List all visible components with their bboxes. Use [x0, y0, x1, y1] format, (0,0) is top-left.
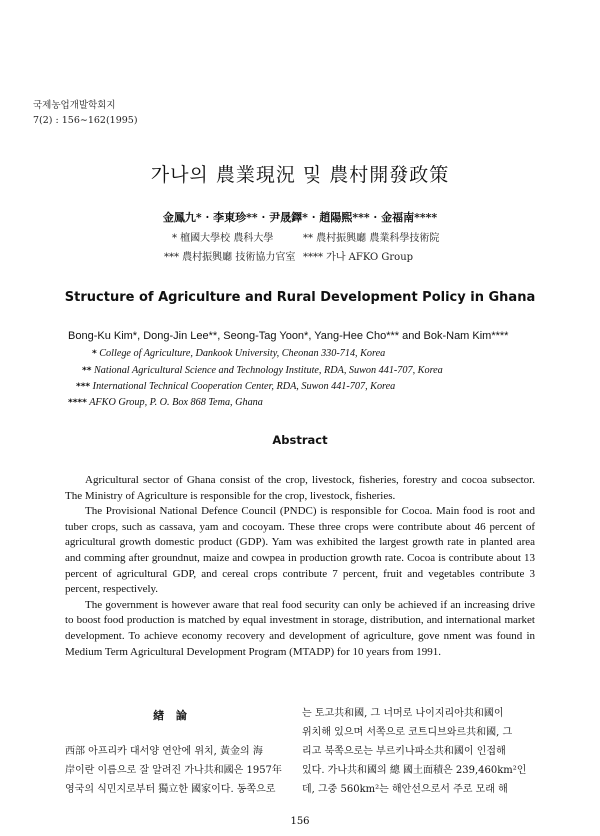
journal-info: [33, 98, 138, 128]
journal-name: 국제농업개발학회지: [33, 100, 116, 111]
affiliation-text: College of Agriculture, Dankook University, Cheonan 330-714, Korea: [99, 348, 386, 359]
journal-volume: 7(2) : 156∼162(1995): [33, 115, 138, 126]
introduction-heading: 緖 論: [153, 709, 191, 722]
english-affiliation-4: [68, 397, 263, 408]
english-affiliation-3: [76, 381, 395, 392]
intro-right-column: [302, 704, 526, 799]
english-title: Structure of Agriculture and Rural Development Policy in Ghana: [64, 290, 536, 305]
abstract-paragraph-3: The government is however aware that real food security can only be achieved if an increasing drive to boost food production is matched by equal investment in storage, distribution, and international market development. To achieve economy recovery and development of agriculture, gove nment was found in Medium Term Agricultural Development Program (MTADP) for 10 years from 1991.: [65, 598, 535, 658]
affiliation-text: AFKO Group, P. O. Box 868 Tema, Ghana: [89, 397, 263, 408]
abstract-body: [65, 473, 535, 660]
intro-line: 岸이란 이름으로 잘 알려진 가나共和國은 1957年: [65, 765, 282, 776]
english-authors: Bong-Ku Kim*, Dong-Jin Lee**, Seong-Tag Yoon*, Yang-Hee Cho*** and Bok-Nam Kim****: [68, 330, 509, 342]
english-affiliation-1: [92, 348, 385, 359]
affiliation-mark: ****: [68, 398, 87, 408]
intro-left-column: [65, 742, 282, 799]
korean-affiliation-1: * 檀國大學校 農科大學: [172, 233, 274, 244]
affiliation-text: International Technical Cooperation Center, RDA, Suwon 441-707, Korea: [92, 381, 396, 392]
intro-line: 리고 북쪽으로는 부르키나파소共和國이 인접해: [302, 746, 506, 757]
abstract-heading: Abstract: [272, 433, 328, 447]
intro-line: 위치해 있으며 서쪽으로 코트디브와르共和國, 그: [302, 727, 513, 738]
korean-authors: 金鳳九* · 李東珍** · 尹晟鐸* · 趙陽熙*** · 金福南****: [162, 211, 438, 224]
intro-line: 西部 아프리카 대서양 연안에 위치, 黃金의 海: [65, 746, 263, 757]
korean-affiliation-3: *** 農村振興廳 技術協力官室: [164, 252, 296, 263]
intro-line: 는 토고共和國, 그 너머로 나이지리아共和國이: [302, 708, 504, 719]
intro-line: 데, 그중 560km²는 해안선으로서 주로 모래 해: [302, 784, 508, 795]
english-affiliation-2: [82, 365, 443, 376]
korean-affiliation-2: ** 農村振興廳 農業科學技術院: [303, 233, 440, 244]
intro-line: 영국의 식민지로부터 獨立한 國家이다. 동쪽으로: [65, 784, 276, 795]
korean-title: 가나의 農業現況 및 農村開發政策: [150, 164, 450, 186]
abstract-paragraph-1: Agricultural sector of Ghana consist of the crop, livestock, fisheries, forestry and cocoa subsector. The Ministry of Agriculture is responsible for the crop, livestock, fisheries.: [65, 474, 535, 502]
affiliation-mark: **: [82, 366, 92, 376]
affiliation-text: National Agricultural Science and Technology Institute, RDA, Suwon 441-707, Korea: [93, 365, 443, 376]
affiliation-mark: ***: [76, 382, 91, 392]
korean-affiliation-4: **** 가나 AFKO Group: [303, 252, 414, 263]
affiliation-mark: *: [92, 349, 97, 359]
intro-line: 있다. 가나共和國의 總 國土面積은 239,460km²인: [302, 765, 527, 776]
abstract-paragraph-2: The Provisional National Defence Council (PNDC) is responsible for Cocoa. Main food is root and tuber crops, such as cassava, yam and cocoyam. These three crops were contribute about 46 percent of agricultural growth domestic product (GDP). Yam was exhibited the largest growth rate in planted area and comming after groundnut, maize and cowpea in production growth rate. Cocoa is contribute about 13 percent of agricultural GDP, and cereal crops contribute 7 percent, fruit and vegetables contribute 3 percent, respectively.: [65, 505, 535, 596]
page-number: 156: [290, 816, 310, 827]
